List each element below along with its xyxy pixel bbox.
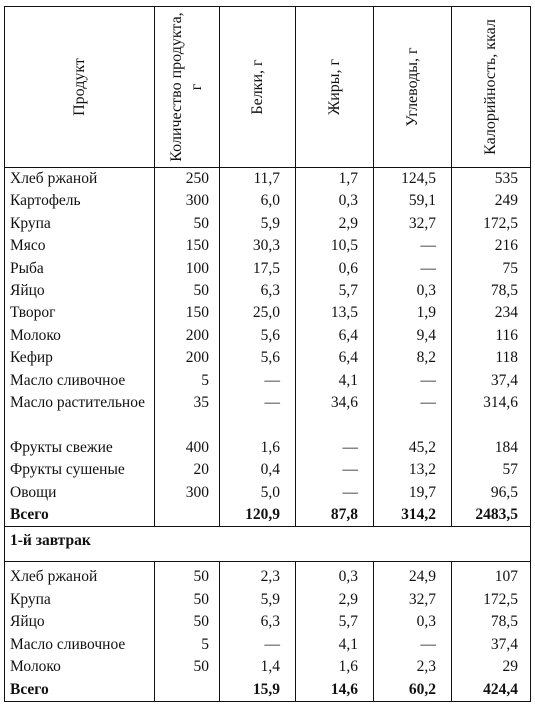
cell-kcal: 75: [452, 258, 531, 280]
cell-carbs: 19,7: [374, 482, 452, 504]
cell-qty: 150: [155, 235, 220, 257]
cell-name: Картофель: [5, 190, 155, 212]
cell-fat: 2,9: [296, 213, 374, 235]
cell-protein: 11,7: [220, 168, 296, 191]
cell-qty: 50: [155, 611, 220, 633]
cell-kcal: 314,6: [452, 392, 531, 437]
table-row: [5, 258, 531, 280]
cell-name: Мясо: [5, 235, 155, 257]
cell-kcal: 424,4: [452, 679, 531, 702]
cell-name: Яйцо: [5, 611, 155, 633]
cell-qty: 100: [155, 258, 220, 280]
cell-carbs: 13,2: [374, 459, 452, 481]
table-row: [5, 235, 531, 257]
cell-fat: 34,6: [296, 392, 374, 437]
header-product: [5, 7, 155, 168]
cell-kcal: 535: [452, 168, 531, 191]
cell-fat: —: [296, 482, 374, 504]
cell-kcal: 249: [452, 190, 531, 212]
cell-name: Овощи: [5, 482, 155, 504]
cell-name: Крупа: [5, 589, 155, 611]
header-calories-label: Калорийность, ккал: [482, 19, 499, 155]
cell-name: Масло растительное: [5, 392, 155, 437]
cell-fat: 6,4: [296, 347, 374, 369]
cell-name: Фрукты сушеные: [5, 459, 155, 481]
cell-name: Фрукты свежие: [5, 437, 155, 459]
total-row: [5, 679, 531, 702]
table-row: [5, 562, 531, 589]
cell-name: Хлеб ржаной: [5, 562, 155, 589]
cell-carbs: 0,3: [374, 280, 452, 302]
cell-kcal: 29: [452, 656, 531, 678]
section-row: [5, 527, 531, 562]
cell-name: Молоко: [5, 656, 155, 678]
table-row: [5, 213, 531, 235]
cell-kcal: 116: [452, 325, 531, 347]
cell-kcal: 37,4: [452, 634, 531, 656]
cell-qty: 200: [155, 325, 220, 347]
cell-carbs: —: [374, 370, 452, 392]
header-fat: [296, 7, 374, 168]
table-row: [5, 347, 531, 369]
cell-carbs: 8,2: [374, 347, 452, 369]
header-protein-label: Белки, г: [248, 59, 266, 115]
cell-kcal: 184: [452, 437, 531, 459]
cell-fat: —: [296, 437, 374, 459]
cell-carbs: —: [374, 258, 452, 280]
header-carbs: [374, 7, 452, 168]
cell-qty: 50: [155, 656, 220, 678]
table-row: [5, 370, 531, 392]
table-row: [5, 459, 531, 481]
cell-protein: 2,3: [220, 562, 296, 589]
header-quantity: [155, 7, 220, 168]
table-row: [5, 280, 531, 302]
cell-name: Кефир: [5, 347, 155, 369]
cell-carbs: 9,4: [374, 325, 452, 347]
nutrition-table: [4, 6, 531, 702]
cell-protein: 15,9: [220, 679, 296, 702]
cell-name: Крупа: [5, 213, 155, 235]
cell-qty: 5: [155, 634, 220, 656]
cell-protein: —: [220, 634, 296, 656]
cell-qty: 50: [155, 280, 220, 302]
cell-protein: 0,4: [220, 459, 296, 481]
header-quantity-label: Количество продукта, г: [168, 12, 205, 162]
cell-name: Молоко: [5, 325, 155, 347]
cell-name: Масло сливочное: [5, 634, 155, 656]
cell-protein: 30,3: [220, 235, 296, 257]
cell-kcal: 78,5: [452, 611, 531, 633]
cell-kcal: 2483,5: [452, 504, 531, 527]
table-row: [5, 168, 531, 191]
cell-kcal: 37,4: [452, 370, 531, 392]
cell-fat: 0,6: [296, 258, 374, 280]
cell-qty: 400: [155, 437, 220, 459]
cell-protein: 5,6: [220, 325, 296, 347]
cell-carbs: 2,3: [374, 656, 452, 678]
cell-protein: 6,3: [220, 611, 296, 633]
cell-qty: 150: [155, 302, 220, 324]
header-protein: [220, 7, 296, 168]
cell-kcal: 78,5: [452, 280, 531, 302]
cell-carbs: 60,2: [374, 679, 452, 702]
total-row: [5, 504, 531, 527]
cell-qty: 20: [155, 459, 220, 481]
cell-qty: 300: [155, 190, 220, 212]
cell-carbs: 0,3: [374, 611, 452, 633]
cell-carbs: —: [374, 392, 452, 437]
cell-qty: 50: [155, 589, 220, 611]
cell-protein: 5,0: [220, 482, 296, 504]
cell-name: Творог: [5, 302, 155, 324]
table-row: [5, 589, 531, 611]
cell-name: Яйцо: [5, 280, 155, 302]
table-row: [5, 482, 531, 504]
cell-name: Рыба: [5, 258, 155, 280]
cell-fat: 6,4: [296, 325, 374, 347]
table-row: [5, 656, 531, 678]
cell-carbs: 32,7: [374, 589, 452, 611]
cell-qty: 200: [155, 347, 220, 369]
cell-fat: 5,7: [296, 280, 374, 302]
header-row: [5, 7, 531, 168]
cell-protein: 25,0: [220, 302, 296, 324]
cell-qty: 50: [155, 562, 220, 589]
cell-name: Масло сливочное: [5, 370, 155, 392]
cell-carbs: 59,1: [374, 190, 452, 212]
cell-protein: 120,9: [220, 504, 296, 527]
table-row: [5, 611, 531, 633]
table-row: [5, 325, 531, 347]
cell-kcal: 57: [452, 459, 531, 481]
table-row: [5, 437, 531, 459]
cell-protein: 5,9: [220, 213, 296, 235]
cell-protein: 5,6: [220, 347, 296, 369]
cell-kcal: 96,5: [452, 482, 531, 504]
table-row: [5, 302, 531, 324]
cell-fat: 0,3: [296, 562, 374, 589]
cell-protein: —: [220, 392, 296, 437]
cell-fat: 5,7: [296, 611, 374, 633]
cell-protein: 1,6: [220, 437, 296, 459]
cell-carbs: —: [374, 634, 452, 656]
cell-kcal: 172,5: [452, 213, 531, 235]
cell-kcal: 216: [452, 235, 531, 257]
cell-carbs: 32,7: [374, 213, 452, 235]
cell-fat: 4,1: [296, 634, 374, 656]
cell-carbs: 124,5: [374, 168, 452, 191]
cell-kcal: 172,5: [452, 589, 531, 611]
cell-protein: 6,3: [220, 280, 296, 302]
cell-protein: 5,9: [220, 589, 296, 611]
cell-fat: 10,5: [296, 235, 374, 257]
cell-carbs: 24,9: [374, 562, 452, 589]
header-calories: [452, 7, 531, 168]
table-row: [5, 392, 531, 437]
header-carbs-label: Углеводы, г: [403, 47, 421, 127]
header-fat-label: Жиры, г: [325, 58, 343, 116]
cell-carbs: 1,9: [374, 302, 452, 324]
cell-qty: [155, 679, 220, 702]
cell-fat: 0,3: [296, 190, 374, 212]
cell-protein: —: [220, 370, 296, 392]
table-body: [5, 168, 531, 702]
cell-kcal: 234: [452, 302, 531, 324]
cell-qty: 35: [155, 392, 220, 437]
cell-fat: 1,7: [296, 168, 374, 191]
header-product-label: Продукт: [70, 58, 88, 116]
cell-name: Всего: [5, 504, 155, 527]
cell-fat: 2,9: [296, 589, 374, 611]
cell-protein: 6,0: [220, 190, 296, 212]
table-row: [5, 190, 531, 212]
cell-name: Всего: [5, 679, 155, 702]
cell-fat: 1,6: [296, 656, 374, 678]
section-title: 1-й завтрак: [5, 527, 531, 562]
table-row: [5, 634, 531, 656]
cell-fat: 13,5: [296, 302, 374, 324]
cell-fat: 87,8: [296, 504, 374, 527]
cell-qty: 50: [155, 213, 220, 235]
cell-qty: 5: [155, 370, 220, 392]
cell-protein: 1,4: [220, 656, 296, 678]
cell-carbs: —: [374, 235, 452, 257]
cell-fat: 4,1: [296, 370, 374, 392]
cell-protein: 17,5: [220, 258, 296, 280]
cell-qty: [155, 504, 220, 527]
cell-carbs: 45,2: [374, 437, 452, 459]
cell-kcal: 118: [452, 347, 531, 369]
cell-qty: 250: [155, 168, 220, 191]
cell-fat: 14,6: [296, 679, 374, 702]
cell-qty: 300: [155, 482, 220, 504]
cell-kcal: 107: [452, 562, 531, 589]
cell-fat: —: [296, 459, 374, 481]
cell-carbs: 314,2: [374, 504, 452, 527]
cell-name: Хлеб ржаной: [5, 168, 155, 191]
